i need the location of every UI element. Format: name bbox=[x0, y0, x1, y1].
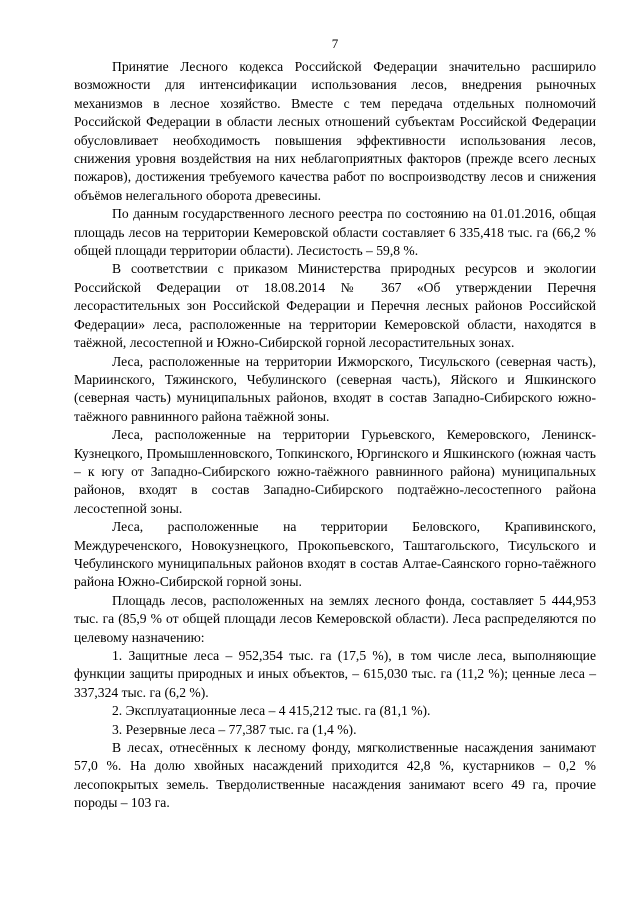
document-page bbox=[74, 36, 596, 813]
paragraph-forest-zones: В соответствии с приказом Министерства природных ресурсов и экологии Российской Федерации от 18.08.2014 № 367 «Об утверждении Перечня лесорастительных зон Российской Федерации и Перечня лесных районов Российской Федерации» леса, расположенные на территории Кемеровской области, находятся в таёжной, лесостепной и Южно-Сибирской горной лесорастительных зонах. bbox=[74, 261, 596, 351]
list-item-reserve-forests: 3. Резервные леса – 77,387 тыс. га (1,4 %). bbox=[112, 721, 357, 737]
list-item-protective-forests: 1. Защитные леса – 952,354 тыс. га (17,5 %), в том числе леса, выполняющие функции защиты природных и иных объектов, – 615,030 тыс. га (11,2 %); ценные леса – 337,324 тыс. га (6,2 %). bbox=[74, 648, 596, 700]
paragraph-forest-code: Принятие Лесного кодекса Российской Федерации значительно расширило возможности для интенсификации использования лесов, внедрения рыночных механизмов в лесное хозяйство. Вместе с тем передача отдельных полномочий Российской Федерации в области лесных отношений субъектам Российской Федерации обусловливает необходимость повышения эффективности использования лесов, снижения уровня воздействия на них неблагоприятных факторов (прежде всего лесных пожаров), достижения требуемого качества работ по воспроизводству лесов и снижения объёмов нелегального оборота древесины. bbox=[74, 59, 596, 203]
paragraph-forest-area: По данным государственного лесного реестра по состоянию на 01.01.2016, общая площадь лесов на территории Кемеровской области составляет 6 335,418 тыс. га (66,2 % общей площади территории области). Лесистость – 59,8 %. bbox=[74, 206, 596, 259]
list-item-exploitation-forests: 2. Эксплуатационные леса – 4 415,212 тыс. га (81,1 %). bbox=[112, 703, 431, 719]
paragraph-taiga-zone: Леса, расположенные на территории Ижморского, Тисульского (северная часть), Мариинского, Тяжинского, Чебулинского (северная часть), Яйского и Яшкинского (северная часть) муниципальных районов, входят в состав Западно-Сибирского южно-таёжного равнинного района таёжной зоны. bbox=[74, 353, 596, 424]
paragraph-species-composition: В лесах, отнесённых к лесному фонду, мягколиственные насаждения занимают 57,0 %. На долю хвойных насаждений приходится 42,8 %, кустарников – 0,2 % лесопокрытых земель. Твердолиственные насаждения занимают всего 49 га, прочие породы – 103 га. bbox=[74, 740, 596, 811]
paragraph-mountain-zone: Леса, расположенные на территории Беловского, Крапивинского, Междуреченского, Новокузнецкого, Прокопьевского, Таштагольского, Тисульского и Чебулинского муниципальных районов входят в состав Алтае-Саянского горно-таёжного района Южно-Сибирской горной зоны. bbox=[74, 519, 596, 590]
paragraph-forest-fund-area: Площадь лесов, расположенных на землях лесного фонда, составляет 5 444,953 тыс. га (85,9 % от общей площади лесов Кемеровской области). Леса распределяются по целевому назначению: bbox=[74, 592, 596, 645]
page-number: 7 bbox=[331, 36, 339, 51]
paragraph-forest-steppe-zone: Леса, расположенные на территории Гурьевского, Кемеровского, Ленинск-Кузнецкого, Промышленновского, Топкинского, Юргинского и Яшкинского (южная часть – к югу от Западно-Сибирского южно-таёжного равнинного района) муниципальных районов, входят в состав Западно-Сибирского подтаёжно-лесостепного района лесостепной зоны. bbox=[74, 427, 596, 516]
